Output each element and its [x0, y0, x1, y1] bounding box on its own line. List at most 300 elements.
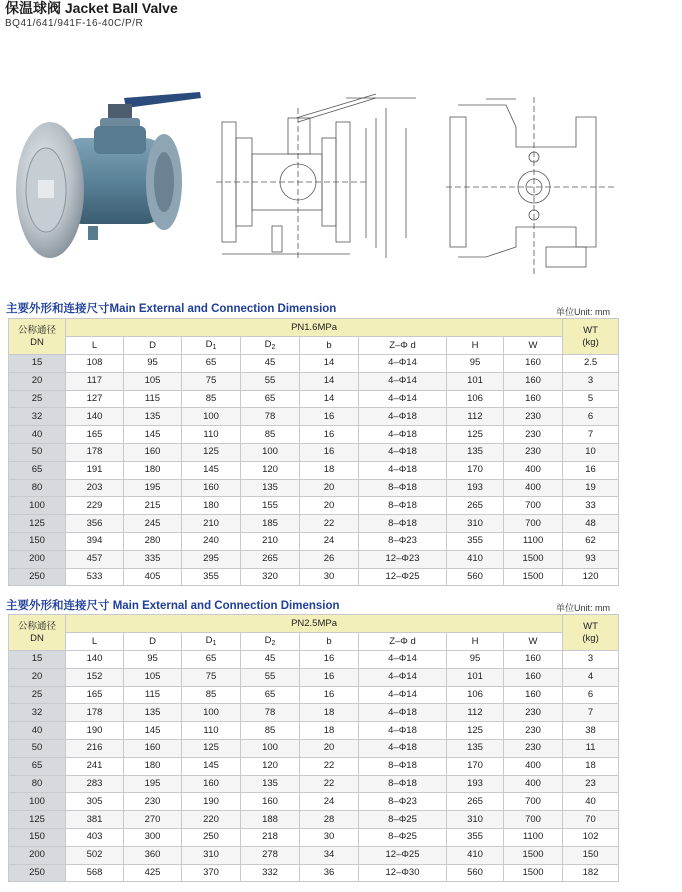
cell-wt: 6 — [563, 408, 619, 426]
cell-w: 400 — [504, 461, 563, 479]
cell-z-phi-d: 4–Φ18 — [359, 443, 447, 461]
cell-l: 165 — [66, 686, 124, 704]
table-row — [9, 739, 619, 757]
cell-d1: 125 — [182, 443, 241, 461]
col-header-b: b — [300, 633, 359, 651]
cell-b: 14 — [300, 390, 359, 408]
cell-b: 30 — [300, 828, 359, 846]
col-header-l: L — [66, 337, 124, 355]
cell-d: 230 — [124, 793, 182, 811]
cell-d2: 55 — [241, 372, 300, 390]
cell-d: 160 — [124, 739, 182, 757]
table-row — [9, 479, 619, 497]
cell-d2: 210 — [241, 532, 300, 550]
cell-d1: 75 — [182, 668, 241, 686]
cell-l: 229 — [66, 497, 124, 515]
cell-d2: 188 — [241, 811, 300, 829]
cell-d1: 160 — [182, 775, 241, 793]
cell-z-phi-d: 8–Φ25 — [359, 828, 447, 846]
cell-w: 230 — [504, 408, 563, 426]
cell-wt: 33 — [563, 497, 619, 515]
table-row — [9, 568, 619, 586]
cell-h: 170 — [447, 461, 504, 479]
cell-l: 117 — [66, 372, 124, 390]
cell-h: 135 — [447, 739, 504, 757]
cell-w: 1100 — [504, 532, 563, 550]
table-row — [9, 846, 619, 864]
table-row — [9, 355, 619, 373]
col-header-l: L — [66, 633, 124, 651]
cell-h: 106 — [447, 686, 504, 704]
col-header-w: W — [504, 337, 563, 355]
cell-d2: 85 — [241, 722, 300, 740]
cell-b: 14 — [300, 355, 359, 373]
cell-w: 1500 — [504, 550, 563, 568]
cell-dn: 25 — [9, 390, 66, 408]
col-header-h: H — [447, 633, 504, 651]
cell-z-phi-d: 8–Φ18 — [359, 757, 447, 775]
cell-d2: 265 — [241, 550, 300, 568]
cell-l: 140 — [66, 408, 124, 426]
valve-photo — [14, 90, 204, 270]
cell-b: 22 — [300, 515, 359, 533]
cell-b: 14 — [300, 372, 359, 390]
cell-wt: 10 — [563, 443, 619, 461]
cell-dn: 20 — [9, 668, 66, 686]
col-header-d1: $D_1$ — [182, 633, 241, 651]
table-row — [9, 828, 619, 846]
cell-z-phi-d: 12–Φ25 — [359, 846, 447, 864]
cell-wt: 182 — [563, 864, 619, 882]
cell-l: 165 — [66, 426, 124, 444]
cell-d: 135 — [124, 408, 182, 426]
cell-h: 101 — [447, 372, 504, 390]
cell-wt: 4 — [563, 668, 619, 686]
cell-d2: 160 — [241, 793, 300, 811]
cell-d1: 100 — [182, 704, 241, 722]
cell-l: 216 — [66, 739, 124, 757]
cell-dn: 40 — [9, 426, 66, 444]
cell-w: 160 — [504, 390, 563, 408]
cell-wt: 70 — [563, 811, 619, 829]
cell-d: 95 — [124, 651, 182, 669]
cell-w: 400 — [504, 775, 563, 793]
cell-l: 108 — [66, 355, 124, 373]
col-header-d2: $D_2$ — [241, 337, 300, 355]
cell-wt: 7 — [563, 704, 619, 722]
cell-h: 265 — [447, 497, 504, 515]
table-row — [9, 864, 619, 882]
cell-d1: 355 — [182, 568, 241, 586]
cell-wt: 6 — [563, 686, 619, 704]
cell-b: 22 — [300, 775, 359, 793]
table-row — [9, 775, 619, 793]
cell-d: 360 — [124, 846, 182, 864]
cell-d1: 100 — [182, 408, 241, 426]
cell-z-phi-d: 4–Φ14 — [359, 686, 447, 704]
cell-b: 16 — [300, 426, 359, 444]
cell-wt: 7 — [563, 426, 619, 444]
cell-b: 16 — [300, 408, 359, 426]
cell-l: 178 — [66, 704, 124, 722]
cell-h: 112 — [447, 704, 504, 722]
cell-d: 270 — [124, 811, 182, 829]
cell-h: 95 — [447, 651, 504, 669]
table-row — [9, 668, 619, 686]
cell-wt: 18 — [563, 757, 619, 775]
cell-wt: 2.5 — [563, 355, 619, 373]
table-row — [9, 443, 619, 461]
cell-dn: 100 — [9, 497, 66, 515]
cell-wt: 40 — [563, 793, 619, 811]
cell-l: 241 — [66, 757, 124, 775]
table-row — [9, 651, 619, 669]
cell-l: 381 — [66, 811, 124, 829]
cell-h: 125 — [447, 426, 504, 444]
section-title-pn16: 主要外形和连接尺寸Main External and Connection Dimension — [6, 303, 337, 315]
weight-header: WT (kg) — [563, 319, 619, 355]
cell-d1: 160 — [182, 479, 241, 497]
cell-dn: 100 — [9, 793, 66, 811]
cell-dn: 65 — [9, 757, 66, 775]
cell-l: 457 — [66, 550, 124, 568]
cell-d: 105 — [124, 668, 182, 686]
cell-z-phi-d: 4–Φ18 — [359, 739, 447, 757]
cell-b: 26 — [300, 550, 359, 568]
unit-label-pn25: 单位Unit: mm — [556, 603, 611, 613]
cell-d: 425 — [124, 864, 182, 882]
cell-wt: 150 — [563, 846, 619, 864]
cell-d2: 65 — [241, 686, 300, 704]
cell-dn: 125 — [9, 811, 66, 829]
cell-w: 1500 — [504, 568, 563, 586]
cell-dn: 200 — [9, 550, 66, 568]
cell-dn: 250 — [9, 568, 66, 586]
cell-h: 355 — [447, 532, 504, 550]
cell-d1: 370 — [182, 864, 241, 882]
cell-d2: 100 — [241, 739, 300, 757]
cell-d: 105 — [124, 372, 182, 390]
cell-d1: 85 — [182, 686, 241, 704]
cell-w: 700 — [504, 515, 563, 533]
cell-d: 180 — [124, 461, 182, 479]
cell-wt: 16 — [563, 461, 619, 479]
cell-l: 140 — [66, 651, 124, 669]
dimension-table-pn16 — [8, 318, 619, 586]
cell-d2: 320 — [241, 568, 300, 586]
cell-d1: 295 — [182, 550, 241, 568]
cell-w: 700 — [504, 793, 563, 811]
cell-h: 95 — [447, 355, 504, 373]
cell-z-phi-d: 4–Φ14 — [359, 651, 447, 669]
cell-b: 18 — [300, 722, 359, 740]
cell-wt: 102 — [563, 828, 619, 846]
cell-d2: 100 — [241, 443, 300, 461]
table-row — [9, 515, 619, 533]
cell-dn: 20 — [9, 372, 66, 390]
cell-z-phi-d: 4–Φ18 — [359, 461, 447, 479]
cell-d1: 125 — [182, 739, 241, 757]
cell-w: 160 — [504, 668, 563, 686]
col-header-w: W — [504, 633, 563, 651]
cell-dn: 25 — [9, 686, 66, 704]
cell-z-phi-d: 12–Φ30 — [359, 864, 447, 882]
cell-dn: 50 — [9, 443, 66, 461]
cell-l: 127 — [66, 390, 124, 408]
cell-w: 230 — [504, 426, 563, 444]
cell-dn: 80 — [9, 775, 66, 793]
table-row — [9, 497, 619, 515]
cell-d: 135 — [124, 704, 182, 722]
cell-h: 193 — [447, 775, 504, 793]
cell-d2: 185 — [241, 515, 300, 533]
cell-dn: 80 — [9, 479, 66, 497]
section-title-pn25: 主要外形和连接尺寸 Main External and Connection Dimension — [6, 600, 340, 612]
cell-d2: 45 — [241, 651, 300, 669]
cell-dn: 32 — [9, 704, 66, 722]
cell-wt: 3 — [563, 651, 619, 669]
cell-d: 115 — [124, 686, 182, 704]
cell-b: 16 — [300, 651, 359, 669]
cell-z-phi-d: 4–Φ14 — [359, 355, 447, 373]
cell-wt: 38 — [563, 722, 619, 740]
cell-l: 356 — [66, 515, 124, 533]
cell-b: 24 — [300, 532, 359, 550]
cell-d1: 65 — [182, 651, 241, 669]
pressure-header: PN1.6MPa — [66, 319, 563, 337]
cell-d1: 85 — [182, 390, 241, 408]
cell-w: 1100 — [504, 828, 563, 846]
cell-d1: 110 — [182, 426, 241, 444]
cell-d2: 135 — [241, 479, 300, 497]
cell-dn: 150 — [9, 532, 66, 550]
cell-h: 310 — [447, 515, 504, 533]
cell-z-phi-d: 8–Φ18 — [359, 497, 447, 515]
cell-d2: 45 — [241, 355, 300, 373]
table-row — [9, 757, 619, 775]
cell-d2: 65 — [241, 390, 300, 408]
cell-z-phi-d: 12–Φ23 — [359, 550, 447, 568]
cell-dn: 200 — [9, 846, 66, 864]
cell-w: 700 — [504, 497, 563, 515]
table-row — [9, 811, 619, 829]
cell-w: 230 — [504, 443, 563, 461]
cell-b: 22 — [300, 757, 359, 775]
cell-dn: 15 — [9, 355, 66, 373]
cell-wt: 5 — [563, 390, 619, 408]
cell-d: 195 — [124, 775, 182, 793]
cell-dn: 250 — [9, 864, 66, 882]
cell-z-phi-d: 8–Φ25 — [359, 811, 447, 829]
cell-h: 560 — [447, 568, 504, 586]
table-row — [9, 550, 619, 568]
cell-wt: 19 — [563, 479, 619, 497]
unit-label-pn16: 单位Unit: mm — [556, 307, 611, 317]
cell-wt: 93 — [563, 550, 619, 568]
col-header-d: D — [124, 633, 182, 651]
col-header-d2: $D_2$ — [241, 633, 300, 651]
cell-dn: 40 — [9, 722, 66, 740]
cell-l: 502 — [66, 846, 124, 864]
cell-d1: 180 — [182, 497, 241, 515]
cell-w: 160 — [504, 651, 563, 669]
cell-dn: 15 — [9, 651, 66, 669]
cell-b: 20 — [300, 497, 359, 515]
cell-d: 280 — [124, 532, 182, 550]
cell-z-phi-d: 8–Φ18 — [359, 775, 447, 793]
col-header-b: b — [300, 337, 359, 355]
cell-h: 193 — [447, 479, 504, 497]
cell-dn: 65 — [9, 461, 66, 479]
cell-dn: 150 — [9, 828, 66, 846]
cell-h: 101 — [447, 668, 504, 686]
table-row — [9, 704, 619, 722]
cell-d1: 220 — [182, 811, 241, 829]
cell-w: 160 — [504, 686, 563, 704]
col-header-h: H — [447, 337, 504, 355]
weight-header: WT (kg) — [563, 615, 619, 651]
cell-d: 245 — [124, 515, 182, 533]
cell-d: 95 — [124, 355, 182, 373]
cell-b: 18 — [300, 461, 359, 479]
cell-h: 265 — [447, 793, 504, 811]
cell-b: 16 — [300, 668, 359, 686]
cell-wt: 3 — [563, 372, 619, 390]
table-row — [9, 372, 619, 390]
cell-z-phi-d: 4–Φ18 — [359, 408, 447, 426]
cell-d: 215 — [124, 497, 182, 515]
dn-header: 公称通径 DN — [9, 615, 66, 651]
cell-l: 203 — [66, 479, 124, 497]
cell-z-phi-d: 4–Φ14 — [359, 390, 447, 408]
table-row — [9, 408, 619, 426]
cell-w: 700 — [504, 811, 563, 829]
table-row — [9, 793, 619, 811]
cell-wt: 11 — [563, 739, 619, 757]
cell-l: 533 — [66, 568, 124, 586]
cell-l: 191 — [66, 461, 124, 479]
cell-h: 410 — [447, 550, 504, 568]
cell-d1: 110 — [182, 722, 241, 740]
cell-z-phi-d: 12–Φ25 — [359, 568, 447, 586]
cell-h: 355 — [447, 828, 504, 846]
cell-d1: 65 — [182, 355, 241, 373]
cell-z-phi-d: 4–Φ14 — [359, 372, 447, 390]
table-row — [9, 390, 619, 408]
cell-dn: 125 — [9, 515, 66, 533]
table-row — [9, 461, 619, 479]
cell-l: 403 — [66, 828, 124, 846]
cell-wt: 48 — [563, 515, 619, 533]
cell-z-phi-d: 4–Φ18 — [359, 426, 447, 444]
cell-d2: 78 — [241, 704, 300, 722]
cell-b: 28 — [300, 811, 359, 829]
col-header-d1: $D_1$ — [182, 337, 241, 355]
cell-l: 568 — [66, 864, 124, 882]
cell-h: 170 — [447, 757, 504, 775]
dn-header: 公称通径 DN — [9, 319, 66, 355]
pressure-header: PN2.5MPa — [66, 615, 563, 633]
cell-z-phi-d: 8–Φ23 — [359, 793, 447, 811]
cell-b: 16 — [300, 686, 359, 704]
col-header-zd: Z–Φ d — [359, 633, 447, 651]
cell-b: 20 — [300, 479, 359, 497]
cell-h: 410 — [447, 846, 504, 864]
cell-b: 18 — [300, 704, 359, 722]
cell-z-phi-d: 4–Φ18 — [359, 722, 447, 740]
cell-d2: 55 — [241, 668, 300, 686]
cell-d2: 155 — [241, 497, 300, 515]
cell-d1: 240 — [182, 532, 241, 550]
cell-d1: 75 — [182, 372, 241, 390]
dimension-table-pn25 — [8, 614, 619, 882]
table-row — [9, 722, 619, 740]
cell-z-phi-d: 4–Φ14 — [359, 668, 447, 686]
cell-wt: 120 — [563, 568, 619, 586]
cell-b: 30 — [300, 568, 359, 586]
cell-dn: 32 — [9, 408, 66, 426]
cell-d: 160 — [124, 443, 182, 461]
cell-l: 305 — [66, 793, 124, 811]
cell-d: 145 — [124, 722, 182, 740]
col-header-d: D — [124, 337, 182, 355]
cell-w: 230 — [504, 722, 563, 740]
cell-d1: 145 — [182, 461, 241, 479]
side-section-drawing — [216, 88, 428, 274]
cell-d: 335 — [124, 550, 182, 568]
cell-h: 310 — [447, 811, 504, 829]
cell-d: 300 — [124, 828, 182, 846]
cell-h: 106 — [447, 390, 504, 408]
cell-w: 160 — [504, 355, 563, 373]
col-header-zd: Z–Φ d — [359, 337, 447, 355]
cell-h: 135 — [447, 443, 504, 461]
cell-d1: 210 — [182, 515, 241, 533]
cell-d2: 78 — [241, 408, 300, 426]
cell-d: 195 — [124, 479, 182, 497]
cell-d2: 120 — [241, 757, 300, 775]
cell-b: 34 — [300, 846, 359, 864]
cell-d2: 278 — [241, 846, 300, 864]
cell-w: 400 — [504, 757, 563, 775]
cell-d1: 145 — [182, 757, 241, 775]
cell-b: 36 — [300, 864, 359, 882]
cell-d2: 135 — [241, 775, 300, 793]
table-row — [9, 426, 619, 444]
cell-l: 283 — [66, 775, 124, 793]
cell-d2: 218 — [241, 828, 300, 846]
cell-d1: 190 — [182, 793, 241, 811]
cell-dn: 50 — [9, 739, 66, 757]
cell-d2: 85 — [241, 426, 300, 444]
cell-d2: 120 — [241, 461, 300, 479]
cell-d: 115 — [124, 390, 182, 408]
cell-h: 112 — [447, 408, 504, 426]
cell-l: 178 — [66, 443, 124, 461]
cell-z-phi-d: 8–Φ18 — [359, 515, 447, 533]
cell-z-phi-d: 8–Φ18 — [359, 479, 447, 497]
cell-d1: 250 — [182, 828, 241, 846]
cell-w: 230 — [504, 704, 563, 722]
cell-b: 20 — [300, 739, 359, 757]
cell-h: 125 — [447, 722, 504, 740]
cell-z-phi-d: 4–Φ18 — [359, 704, 447, 722]
cell-d1: 310 — [182, 846, 241, 864]
cell-w: 230 — [504, 739, 563, 757]
end-view-drawing — [446, 97, 618, 274]
cell-z-phi-d: 8–Φ23 — [359, 532, 447, 550]
cell-wt: 62 — [563, 532, 619, 550]
